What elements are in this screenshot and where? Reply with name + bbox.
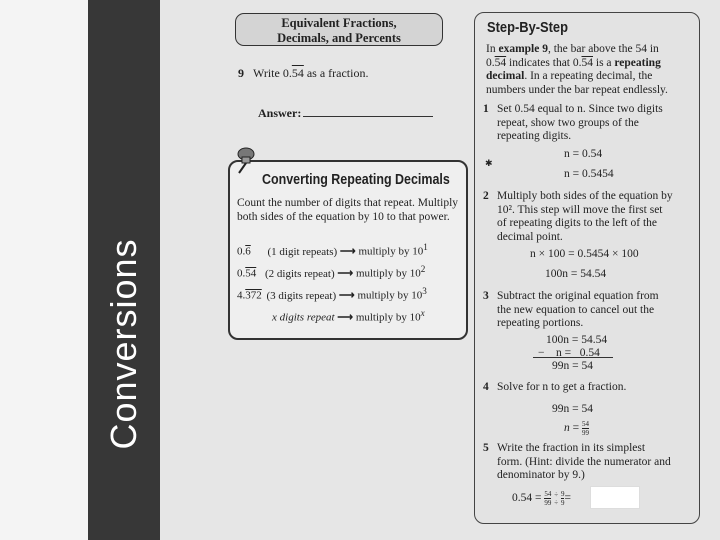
row-mult: multiply by 10 — [355, 267, 421, 280]
arrow-icon: ⟶ — [339, 245, 356, 258]
row-number-repeat: 372 — [245, 289, 262, 302]
sidebar-title: Conversions — [103, 238, 144, 450]
question-number: 9 — [238, 66, 244, 80]
converting-row — [237, 242, 428, 258]
row-exp: x — [420, 308, 425, 318]
row-mult: multiply by 10 — [358, 245, 424, 258]
pushpin-icon — [232, 146, 258, 174]
step-by-step-title: Step-By-Step — [487, 19, 569, 36]
equation: n = $\frac{54}{99}$ — [564, 420, 589, 437]
arrow-icon: ⟶ — [338, 289, 355, 302]
fraction: $\frac{54}{99}$ — [544, 490, 552, 507]
row-desc: (2 digits repeat) — [265, 267, 335, 280]
answer-line — [303, 116, 433, 117]
row-exp: 1 — [423, 242, 428, 252]
equation: 100n = 54.54 — [546, 334, 608, 346]
row-desc: x digits repeat — [272, 311, 335, 324]
step-number: 5 — [483, 442, 489, 454]
step-number: 2 — [483, 190, 489, 202]
step-number: 3 — [483, 290, 489, 302]
step-intro: In example 9, the bar above the 54 in 0.54 indicates that 0.54 is a repeating decimal. In a repeating decimal, the numbers under the bar repeat endlessly. — [486, 43, 668, 96]
equation: n × 100 = 0.5454 × 100 — [530, 248, 639, 260]
row-mult: multiply by 10 — [357, 289, 423, 302]
step-4: 4 Solve for n to get a fraction. — [483, 381, 627, 393]
equation: − n = 0.54 — [538, 347, 600, 359]
row-exp: 3 — [422, 286, 427, 296]
step-3: 3 Subtract the original equation from the new equation to cancel out the repeating portions. — [483, 290, 659, 329]
question-text-before: Write — [253, 66, 283, 80]
subtraction-line — [533, 357, 613, 358]
converting-row — [237, 264, 425, 280]
step-1: 1 Set 0.54 equal to n. Since two digits repeat, show two groups of the repeating digits. — [483, 103, 663, 142]
equation: n = 0.5454 — [564, 168, 614, 180]
row-number: 0. — [237, 267, 246, 280]
answer-box[interactable] — [590, 486, 640, 509]
converting-title: Converting Repeating Decimals — [262, 172, 450, 188]
equation: n = 0.54 — [564, 148, 603, 160]
row-mult: multiply by 10 — [355, 311, 421, 324]
row-desc: (1 digit repeats) — [267, 245, 338, 258]
converting-intro: Count the number of digits that repeat. Multiply both sides of the equation by 10 to that power. — [237, 197, 459, 223]
row-desc: (3 digits repeat) — [266, 289, 337, 302]
question-value: 54 — [291, 66, 304, 80]
row-number-repeat: 6 — [245, 245, 251, 258]
converting-row — [237, 286, 427, 302]
header-line2: Decimals, and Percents — [277, 31, 401, 45]
question-value-prefix: 0. — [282, 66, 292, 80]
answer-label: Answer: — [258, 106, 302, 120]
question-9 — [238, 66, 368, 81]
final-equation: 0.54 = $\frac{54}{99}$ ÷ ÷ $\frac{9}{9}$ = — [512, 490, 571, 507]
converting-row — [272, 308, 425, 324]
row-exp: 2 — [420, 264, 426, 274]
equation: 100n = 54.54 — [545, 268, 607, 280]
step-5: 5 Write the fraction in its simplest form. (Hint: divide the numerator and denominator by 9.) — [483, 442, 671, 481]
step-number: 4 — [483, 381, 489, 393]
section-header — [235, 13, 443, 46]
arrow-icon: ⟶ — [337, 311, 354, 324]
row-number-repeat: 54 — [245, 267, 257, 280]
margin-mark: ✱ — [485, 158, 493, 168]
arrow-icon: ⟶ — [337, 267, 354, 280]
row-number: 4. — [237, 289, 246, 302]
equation: 99n = 54 — [552, 360, 593, 372]
fraction: $\frac{54}{99}$ — [582, 420, 589, 437]
equation: 99n = 54 — [552, 403, 593, 415]
row-number: 0. — [237, 245, 246, 258]
divide-sign: ÷ ÷ — [554, 490, 559, 507]
question-text-after: as a fraction. — [303, 66, 369, 80]
step-2: 2 Multiply both sides of the equation by 10². This step will move the first set of repeating digits to the left of the decimal point. — [483, 190, 673, 243]
fraction: $\frac{9}{9}$ — [560, 490, 565, 507]
header-line1: Equivalent Fractions, — [281, 16, 397, 30]
step-number: 1 — [483, 103, 489, 115]
